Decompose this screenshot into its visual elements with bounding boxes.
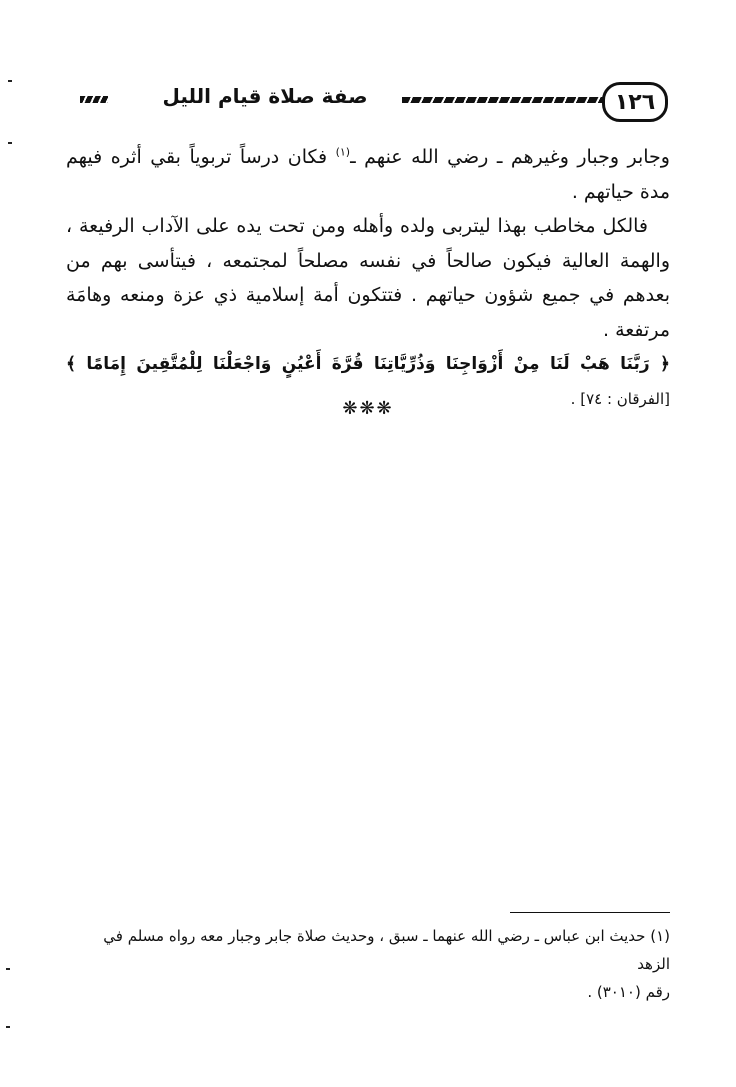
paragraph-1 xyxy=(66,140,670,209)
scan-mark xyxy=(8,142,12,144)
footnote xyxy=(66,922,670,1006)
running-title: صفة صلاة قيام الليل xyxy=(162,84,368,108)
body-text xyxy=(66,140,670,416)
footnote-divider xyxy=(510,912,670,913)
page-header xyxy=(58,82,670,122)
verse-reference: [الفرقان : ٧٤] . xyxy=(570,389,670,408)
paragraph-1-main: وجابر وجبار وغيرهم ـ رضي الله عنهم ـ xyxy=(350,146,670,168)
section-separator: ❋❋❋ xyxy=(342,398,394,419)
footnote-reference: (١) xyxy=(335,145,351,159)
paragraph-1-rest: فكان درساً تربوياً بقي أثره فيهم مدة حياتهم . xyxy=(66,146,670,203)
footnote-line-2: رقم (٣٠١٠) . xyxy=(587,983,670,1001)
scan-mark xyxy=(8,80,12,82)
scan-mark xyxy=(6,968,10,970)
verse-text: ﴿ رَبَّنَا هَبْ لَنَا مِنْ أَزْوَاجِنَا وَذُرِّيَّاتِنَا قُرَّةَ أَعْيُنٍ وَاجْعَلْنَا لِلْمُتَّقِينَ إِمَامًا ﴾ xyxy=(66,354,670,374)
scan-mark xyxy=(6,1026,10,1028)
page-number: ١٢٦ xyxy=(602,82,668,122)
paragraph-2: فالكل مخاطب بهذا ليتربى ولده وأهله ومن تحت يده على الآداب الرفيعة ، والهمة العالية فيكون صالحاً في نفسه مصلحاً لمجتمعه ، فيتأسى بهم من بعدهم في جميع شؤون حياتهم . فتتكون أمة إسلامية ذي عزة ومنعه وهامَة مرتفعة . xyxy=(66,215,670,341)
footnote-line-1: (١) حديث ابن عباس ـ رضي الله عنهما ـ سبق ، وحديث صلاة جابر وجبار معه رواه مسلم في الزهد xyxy=(103,927,670,973)
header-decorative-rule xyxy=(402,97,604,103)
header-end-ornament xyxy=(80,96,108,103)
